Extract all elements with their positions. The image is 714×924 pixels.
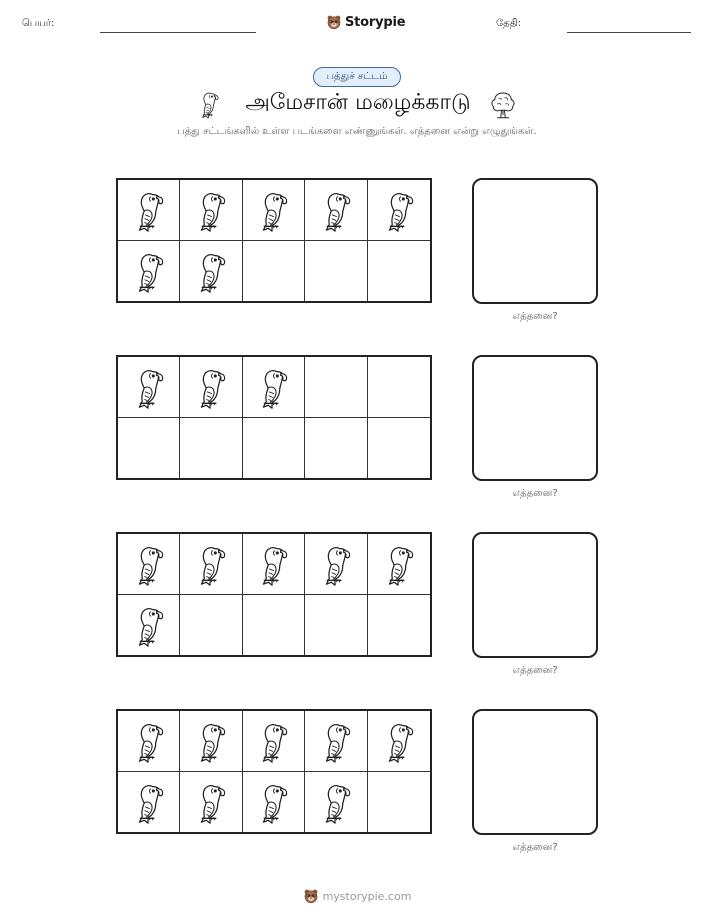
frame-cell <box>368 595 430 656</box>
frame-cell <box>243 357 305 418</box>
ten-frame <box>116 355 432 480</box>
parrot-icon <box>379 717 419 765</box>
frame-cell <box>243 180 305 241</box>
frame-cell <box>243 418 305 479</box>
worksheet-header <box>0 0 714 40</box>
parrot-icon <box>191 186 231 234</box>
frame-cell <box>180 357 242 418</box>
frame-cell <box>305 180 367 241</box>
parrot-icon <box>191 778 231 826</box>
answer-box[interactable] <box>472 532 598 658</box>
frame-cell <box>243 534 305 595</box>
ten-frame <box>116 709 432 834</box>
parrot-icon <box>129 717 169 765</box>
frame-cell <box>118 711 180 772</box>
answer-box[interactable] <box>472 178 598 304</box>
how-many-label: எத்தனை? <box>512 842 558 853</box>
parrot-icon <box>191 247 231 295</box>
frame-cell <box>118 180 180 241</box>
brand-logo <box>326 13 405 31</box>
frame-cell <box>180 418 242 479</box>
frame-cell <box>180 772 242 833</box>
frame-cell <box>243 241 305 302</box>
answer-box[interactable] <box>472 709 598 835</box>
parrot-icon <box>379 540 419 588</box>
parrot-icon <box>316 778 356 826</box>
instructions: பத்து சட்டங்களில் உள்ள படங்களை எண்ணுங்கள். எத்தனை என்று எழுதுங்கள். <box>177 126 537 137</box>
frame-cell <box>118 241 180 302</box>
date-label: தேதி: <box>496 18 522 29</box>
parrot-icon <box>253 778 293 826</box>
how-many-label: எத்தனை? <box>512 311 558 322</box>
bear-mascot-icon <box>303 888 319 904</box>
parrot-icon <box>129 778 169 826</box>
page-title: அமேசான் மழைக்காடு <box>245 90 471 115</box>
frame-cell <box>305 241 367 302</box>
parrot-icon <box>253 540 293 588</box>
frame-cell <box>368 418 430 479</box>
frame-cell <box>243 711 305 772</box>
ten-frame <box>116 178 432 303</box>
frame-cell <box>368 241 430 302</box>
frame-cell <box>180 711 242 772</box>
parrot-icon <box>316 540 356 588</box>
parrot-icon <box>129 247 169 295</box>
how-many-label: எத்தனை? <box>512 665 558 676</box>
footer <box>0 884 714 908</box>
tree-icon <box>488 90 518 120</box>
parrot-icon <box>191 540 231 588</box>
name-field[interactable] <box>100 32 256 33</box>
parrot-icon <box>253 186 293 234</box>
frame-cell <box>118 595 180 656</box>
parrot-icon <box>191 717 231 765</box>
frame-cell <box>243 595 305 656</box>
frame-cell <box>305 357 367 418</box>
parrot-icon <box>191 363 231 411</box>
footer-url: mystorypie.com <box>322 889 412 903</box>
frame-cell <box>118 772 180 833</box>
frame-cell <box>180 534 242 595</box>
frame-cell <box>180 180 242 241</box>
parrot-icon <box>253 363 293 411</box>
frame-cell <box>118 418 180 479</box>
frame-cell <box>305 418 367 479</box>
brand-name: Storypie <box>345 14 406 30</box>
bear-mascot-icon <box>326 14 342 30</box>
frame-cell <box>118 534 180 595</box>
date-field[interactable] <box>567 32 691 33</box>
frame-cell <box>368 534 430 595</box>
frame-cell <box>118 357 180 418</box>
answer-box[interactable] <box>472 355 598 481</box>
name-label: பெயர்: <box>22 18 55 29</box>
frame-cell <box>180 595 242 656</box>
frame-cell <box>243 772 305 833</box>
parrot-icon <box>316 186 356 234</box>
frame-cell <box>368 180 430 241</box>
parrot-icon <box>379 186 419 234</box>
frame-cell <box>368 772 430 833</box>
title-row <box>0 88 714 124</box>
ten-frame <box>116 532 432 657</box>
parrot-icon <box>129 540 169 588</box>
frame-cell <box>305 772 367 833</box>
parrot-icon <box>196 88 222 120</box>
parrot-icon <box>129 363 169 411</box>
worksheet-badge: பத்துச் சட்டம் <box>313 67 401 87</box>
parrot-icon <box>129 601 169 649</box>
frame-cell <box>368 711 430 772</box>
parrot-icon <box>129 186 169 234</box>
frame-cell <box>305 534 367 595</box>
parrot-icon <box>253 717 293 765</box>
frame-cell <box>305 595 367 656</box>
parrot-icon <box>316 717 356 765</box>
frame-cell <box>305 711 367 772</box>
frame-cell <box>368 357 430 418</box>
frame-cell <box>180 241 242 302</box>
how-many-label: எத்தனை? <box>512 488 558 499</box>
